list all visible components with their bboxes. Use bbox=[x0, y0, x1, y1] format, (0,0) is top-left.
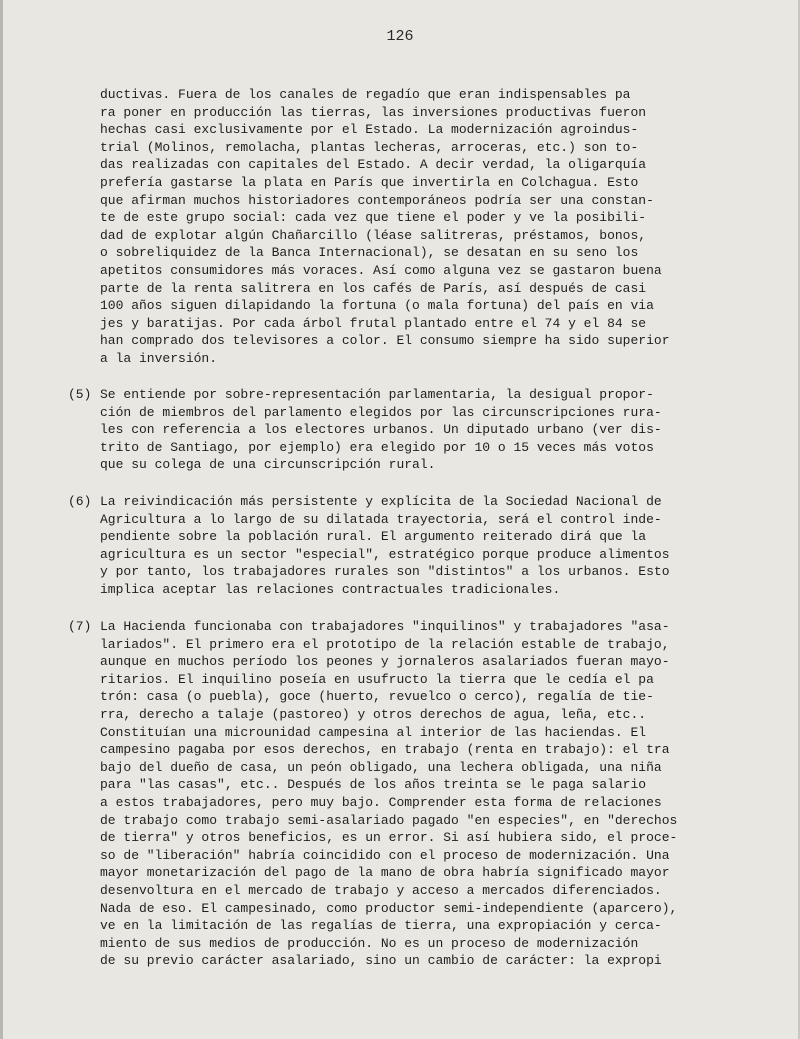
footnote-line: Constituían una microunidad campesina al interior de las haciendas. El bbox=[100, 724, 647, 740]
footnote-6-text bbox=[100, 493, 670, 599]
footnote-line: La reivindicación más persistente y explícita de la Sociedad Nacional de bbox=[100, 494, 662, 509]
footnote-line: lariados". El primero era el prototipo de la relación estable de trabajo, bbox=[100, 636, 670, 652]
text-line: das realizadas con capitales del Estado. A decir verdad, la oligarquía bbox=[100, 157, 647, 173]
footnote-line: Agricultura a lo largo de su dilatada trayectoria, será el control inde- bbox=[100, 511, 662, 527]
footnote-line: trón: casa (o puebla), goce (huerto, revuelco o cerco), regalía de tie- bbox=[100, 689, 654, 705]
footnote-line: desenvoltura en el mercado de trabajo y acceso a mercados diferenciados. bbox=[100, 882, 662, 898]
footnote-line: rra, derecho a talaje (pastoreo) y otros derechos de agua, leña, etc.. bbox=[100, 706, 647, 722]
footnote-line: que su colega de una circunscripción rural. bbox=[100, 457, 436, 473]
page-number: 126 bbox=[386, 28, 414, 45]
text-line: hechas casi exclusivamente por el Estado. La modernización agroindus- bbox=[100, 122, 639, 138]
page-edge-left bbox=[0, 0, 3, 1039]
text-line: a la inversión. bbox=[100, 350, 218, 366]
footnote-line: ción de miembros del parlamento elegidos por las circunscripciones rura- bbox=[100, 404, 662, 420]
footnote-5-text bbox=[100, 386, 662, 474]
footnote-line: les con referencia a los electores urbanos. Un diputado urbano (ver dis- bbox=[100, 422, 662, 438]
text-line: 100 años siguen dilapidando la fortuna (o mala fortuna) del país en via bbox=[100, 298, 654, 314]
footnote-line: pendiente sobre la población rural. El argumento reiterado dirá que la bbox=[100, 529, 647, 545]
footnote-line: trito de Santiago, por ejemplo) era elegido por 10 o 15 veces más votos bbox=[100, 439, 654, 455]
text-line: que afirman muchos historiadores contemporáneos podría ser una constan- bbox=[100, 192, 654, 208]
footnote-line: implica aceptar las relaciones contractuales tradicionales. bbox=[100, 581, 561, 597]
text-line: ra poner en producción las tierras, las inversiones productivas fueron bbox=[100, 104, 647, 120]
text-line: te de este grupo social: cada vez que tiene el poder y ve la posibili- bbox=[100, 210, 647, 226]
footnote-line: bajo del dueño de casa, un peón obligado, una lechera obligada, una niña bbox=[100, 759, 662, 775]
text-line: o sobreliquidez de la Banca Internacional), se desatan en su seno los bbox=[100, 245, 639, 261]
footnote-line: de su previo carácter asalariado, sino un cambio de carácter: la expropi bbox=[100, 953, 662, 969]
text-line: dad de explotar algún Chañarcillo (léase salitreras, préstamos, bonos, bbox=[100, 227, 647, 243]
text-line: jes y baratijas. Por cada árbol frutal plantado entre el 74 y el 84 se bbox=[100, 315, 647, 331]
text-line: trial (Molinos, remolacha, plantas lecheras, arroceras, etc.) son to- bbox=[100, 139, 639, 155]
text-line: prefería gastarse la plata en París que invertirla en Colchagua. Esto bbox=[100, 174, 639, 190]
footnote-line: mayor monetarización del pago de la mano de obra habría significado mayor bbox=[100, 865, 670, 881]
footnote-line: de trabajo como trabajo semi-asalariado pagado "en especies", en "derechos bbox=[100, 812, 678, 828]
footnote-line: ve en la limitación de las regalías de tierra, una expropiación y cerca- bbox=[100, 918, 662, 934]
footnote-line: campesino pagaba por esos derechos, en trabajo (renta en trabajo): el tra bbox=[100, 742, 670, 758]
text-line: apetitos consumidores más voraces. Así como alguna vez se gastaron buena bbox=[100, 262, 662, 278]
footnote-line: agricultura es un sector "especial", estratégico porque produce alimentos bbox=[100, 546, 670, 562]
text-line: ductivas. Fuera de los canales de regadío que eran indispensables pa bbox=[100, 87, 631, 102]
footnote-line: y por tanto, los trabajadores rurales son "distintos" a los urbanos. Esto bbox=[100, 564, 670, 580]
footnote-6-number: (6) bbox=[68, 494, 92, 509]
footnote-line: a estos trabajadores, pero muy bajo. Comprender esta forma de relaciones bbox=[100, 794, 662, 810]
footnote-line: Nada de eso. El campesinado, como productor semi-independiente (aparcero), bbox=[100, 900, 678, 916]
footnote-line: so de "liberación" habría coincidido con el proceso de modernización. Una bbox=[100, 847, 670, 863]
footnote-line: Se entiende por sobre-representación parlamentaria, la desigual propor- bbox=[100, 387, 654, 402]
footnote-line: de tierra" y otros beneficios, es un error. Si así hubiera sido, el proce- bbox=[100, 830, 678, 846]
text-line: han comprado dos televisores a color. El consumo siempre ha sido superior bbox=[100, 333, 670, 349]
footnote-line: aunque en muchos período los peones y jornaleros asalariados fueran mayo- bbox=[100, 654, 670, 670]
footnote-7-text bbox=[100, 618, 677, 970]
text-line: parte de la renta salitrera en los cafés de París, así después de casi bbox=[100, 280, 647, 296]
continuation-paragraph bbox=[100, 86, 670, 368]
footnote-line: miento de sus medios de producción. No es un proceso de modernización bbox=[100, 935, 639, 951]
footnote-line: para "las casas", etc.. Después de los años treinta se le paga salario bbox=[100, 777, 647, 793]
footnote-7-number: (7) bbox=[68, 619, 92, 634]
footnote-line: ritarios. El inquilino poseía en usufructo la tierra que le cedía el pa bbox=[100, 671, 654, 687]
footnote-line: La Hacienda funcionaba con trabajadores "inquilinos" y trabajadores "asa- bbox=[100, 619, 670, 634]
footnote-5-number: (5) bbox=[68, 387, 92, 402]
